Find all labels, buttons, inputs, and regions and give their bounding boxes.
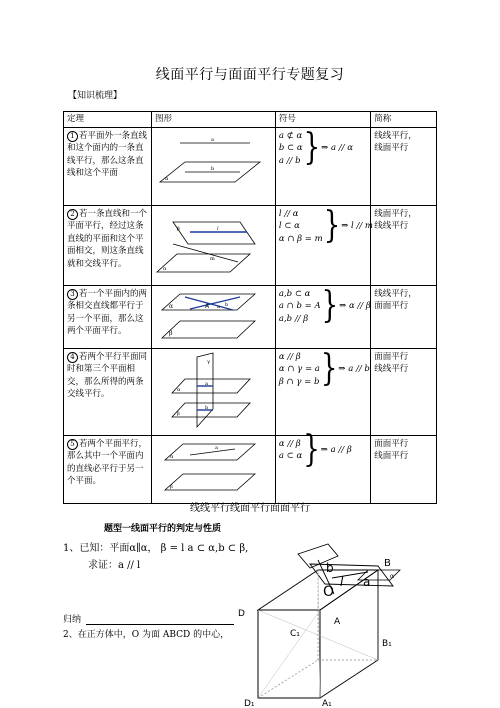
abbr-cell <box>371 285 437 348</box>
header-theorem: 定理 <box>64 112 152 128</box>
plane-gamma <box>197 353 213 427</box>
definition-text: 若平面外一条直线和这个面内的一条直线平行，那么这条直线和这个平面 <box>67 130 148 178</box>
symbol-line: a ⊂ α <box>278 451 303 461</box>
abbr-line: 线线平行 <box>374 364 409 374</box>
abbr-line: 线线平行， <box>374 288 417 299</box>
label-alpha: α <box>168 302 173 310</box>
abbr-line: 线面平行， <box>374 208 417 219</box>
brace: } <box>303 127 321 170</box>
summarize-blank-line <box>86 624 234 625</box>
label-beta: β <box>176 225 180 232</box>
label-b: b <box>224 301 229 308</box>
symbol-cell <box>275 348 370 435</box>
symbol-line: l // α <box>278 208 299 219</box>
brace: } <box>321 285 339 328</box>
figure-cell <box>151 127 275 205</box>
line-b <box>190 297 240 309</box>
cube-label-a: a <box>363 575 371 589</box>
summary-line: 线线平行线面平行面面平行 <box>190 503 310 514</box>
symbol-line: l ⊂ α <box>278 221 300 231</box>
cube-figure <box>228 540 418 708</box>
definition-cell <box>64 435 152 503</box>
cube-label-B: B <box>384 558 391 569</box>
symbol-conclusion: ⇒ a // b <box>338 364 370 374</box>
cube-label-l: l <box>340 575 344 589</box>
figure-line-plane-parallel <box>155 130 265 200</box>
diagonal <box>258 610 378 660</box>
label-beta: β <box>169 483 173 490</box>
label-beta: β <box>168 329 173 337</box>
symbol-line: b ⊂ α <box>278 143 303 153</box>
abbr-cell <box>371 348 437 435</box>
brace: } <box>320 348 338 391</box>
plane-beta <box>173 222 255 244</box>
table-row <box>64 205 437 285</box>
symbol-line: α // β <box>278 438 301 449</box>
problem-1-prove: 求证：a // l <box>88 560 141 571</box>
symbol-line: α // β <box>278 351 301 362</box>
symbol-conclusion: ⇒ α // β <box>339 301 371 311</box>
symbol-cell <box>275 127 370 205</box>
definition-text: 若一条直线和一个平面平行，经过这条直线的平面和这个平面相交，则这条直线就和交线平行。 <box>67 208 148 269</box>
figure-cell <box>151 435 275 503</box>
abbr-cell <box>371 205 437 285</box>
figure-cell <box>151 205 275 285</box>
header-figure: 图形 <box>151 112 275 128</box>
row-number: 3 <box>67 289 78 300</box>
symbol-cell <box>275 205 373 285</box>
brace: } <box>323 205 341 248</box>
abbr-line: 线线平行， <box>374 130 417 141</box>
cube-label-alpha: α <box>390 573 395 580</box>
cube-label-D: D <box>238 609 245 619</box>
label-b: b <box>210 165 215 172</box>
symbol-line: a,b // β <box>278 313 309 324</box>
abbr-cell <box>371 127 437 205</box>
label-l: l <box>216 225 219 232</box>
cube-label-C1: C₁ <box>290 629 300 639</box>
line-m <box>173 244 238 262</box>
symbol-line: a ⊄ α <box>278 130 303 141</box>
symbol-line: a ∩ b = A <box>278 301 321 311</box>
figure-plane-plane-parallel <box>155 288 265 346</box>
problem-2-text: 2、在正方体中，O 为面 ABCD 的中心， <box>63 630 230 640</box>
cube-label-B1: B₁ <box>382 639 392 649</box>
label-b: b <box>204 404 209 411</box>
label-beta: β <box>176 410 180 417</box>
symbol-conclusion: ⇒ a // β <box>320 444 352 455</box>
cube-label-A: A <box>334 617 341 627</box>
cube-label-A1: A₁ <box>322 699 332 708</box>
definition-text: 若两个平面平行，那么其中一个平面内的直线必平行于另一个平面。 <box>67 438 148 486</box>
figure-cell <box>151 285 275 348</box>
label-m: m <box>209 255 215 262</box>
line-a <box>190 449 235 455</box>
definition-cell <box>64 205 152 285</box>
abbr-line: 线面平行 <box>374 143 409 153</box>
label-a: a <box>204 380 208 387</box>
cube-hidden-edge <box>258 660 318 698</box>
label-a: a <box>216 303 220 310</box>
plane-beta <box>165 474 255 490</box>
brace: } <box>303 429 320 471</box>
symbol-line: a,b ⊂ α <box>278 288 311 299</box>
definition-cell <box>64 285 152 348</box>
definition-cell <box>64 127 152 205</box>
table-row <box>64 127 437 205</box>
header-symbol: 符号 <box>275 112 370 128</box>
definition-text: 若两个平行平面同时和第三个平面相交，那么所得的两条交线平行。 <box>67 351 148 399</box>
cube-edge <box>320 660 378 698</box>
section-tag: 【知识梳理】 <box>68 91 123 101</box>
label-a: a <box>210 136 214 143</box>
cube-label-O: O <box>323 584 335 600</box>
row-number: 1 <box>67 131 78 142</box>
definition-text: 若一个平面内的两条相交直线都平行于另一个平面，那么这两个平面平行。 <box>67 288 148 336</box>
symbol-conclusion: ⇒ a // α <box>321 143 353 153</box>
definition-cell <box>64 348 152 435</box>
label-A: A <box>204 302 210 310</box>
cube-label-b: b <box>326 561 334 575</box>
plane-beta <box>162 321 255 338</box>
row-number: 4 <box>67 352 78 363</box>
abbr-cell <box>371 435 437 503</box>
summarize-label: 归纳 <box>63 615 82 625</box>
topic-heading: 题型一线面平行的判定与性质 <box>104 524 222 534</box>
label-alpha: α <box>164 175 169 182</box>
abbr-line: 线面平行 <box>374 451 409 461</box>
label-a: a <box>214 444 218 451</box>
symbol-cell <box>275 429 370 503</box>
cube-label-D1: D₁ <box>244 699 255 708</box>
table-row <box>64 348 437 435</box>
figure-line-parallel-intersection <box>155 208 265 280</box>
header-abbr: 简称 <box>371 112 437 128</box>
label-alpha: α <box>169 453 174 460</box>
plane-alpha <box>157 254 250 272</box>
figure-parallel-planes-intersection <box>155 351 265 431</box>
symbol-conclusion: ⇒ l // m <box>341 221 373 231</box>
diagonal <box>258 610 320 698</box>
figure-cell <box>151 348 275 435</box>
row-number: 5 <box>67 439 78 450</box>
symbol-line: a // b <box>278 155 301 166</box>
symbol-line: α ∩ γ = a <box>278 364 320 374</box>
row-number: 2 <box>67 209 78 220</box>
table-header-row <box>64 112 437 128</box>
abbr-line: 面面平行 <box>374 351 409 362</box>
abbr-line: 线线平行 <box>374 221 409 231</box>
page-title: 线面平行与面面平行专题复习 <box>155 67 345 83</box>
label-alpha: α <box>176 386 181 393</box>
symbol-cell <box>275 285 370 348</box>
problem-1-text: 1、已知：平面α∥α， β = l a ⊂ α,b ⊂ β, <box>63 543 249 554</box>
label-gamma: γ <box>206 358 210 365</box>
abbr-line: 面面平行 <box>374 301 409 311</box>
figure-plane-parallel-line <box>155 438 265 498</box>
knowledge-table <box>63 111 437 504</box>
table-row <box>64 285 437 348</box>
symbol-line: α ∩ β = m <box>278 233 323 244</box>
abbr-line: 面面平行 <box>374 438 409 449</box>
symbol-line: β ∩ γ = b <box>278 376 320 387</box>
label-alpha: α <box>162 265 167 272</box>
table-row <box>64 435 437 503</box>
